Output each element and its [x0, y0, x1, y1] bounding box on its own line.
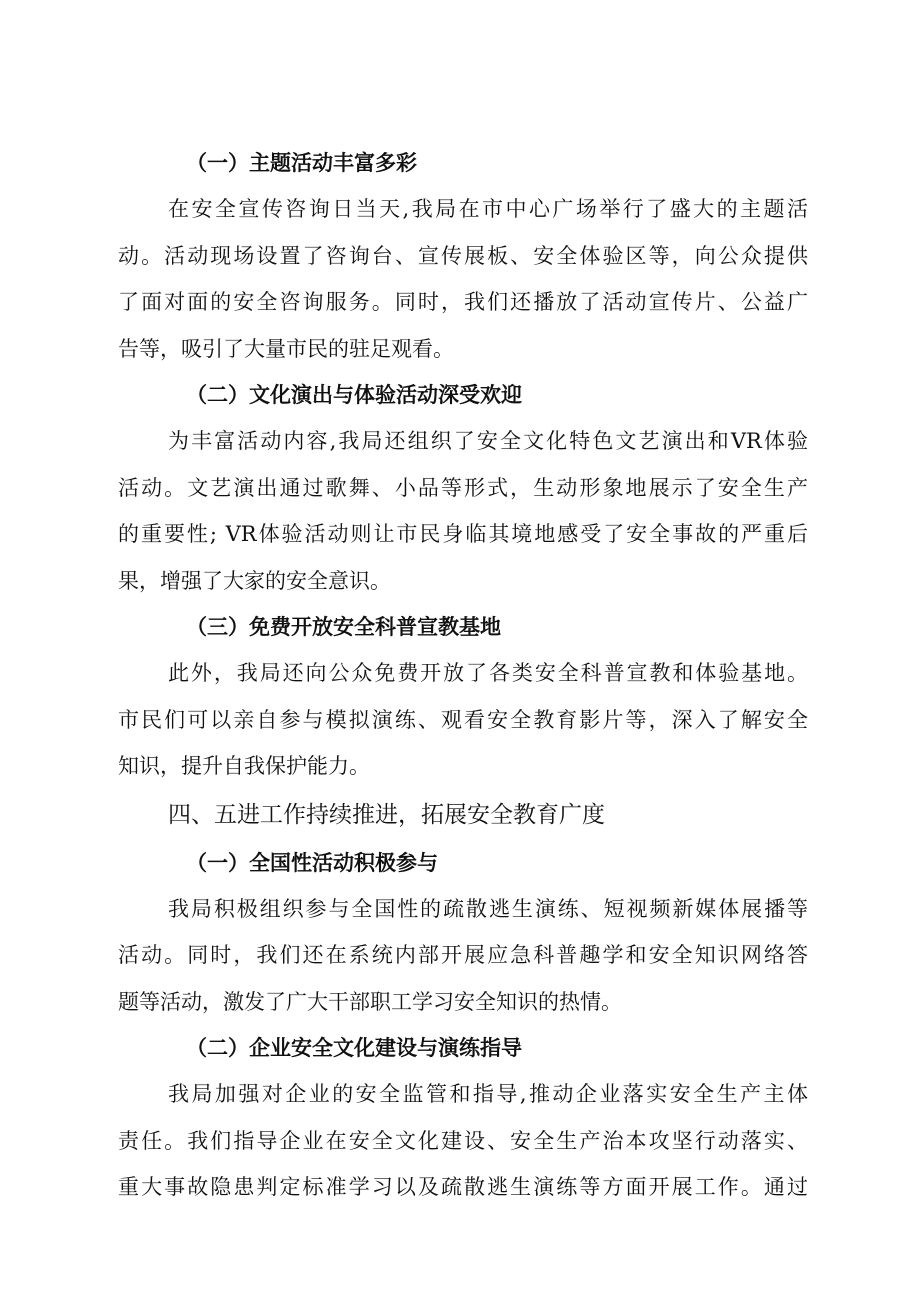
paragraph-line: 我局加强对企业的安全监管和指导,推动企业落实安全生产主体 — [168, 1082, 808, 1106]
paragraph-line: 题等活动，激发了广大干部职工学习安全知识的热情。 — [118, 989, 622, 1014]
paragraph-line: 知识，提升自我保护能力。 — [118, 754, 370, 778]
paragraph-line: 告等，吸引了大量市民的驻足观看。 — [118, 336, 454, 361]
paragraph-line: 活动。文艺演出通过歌舞、小品等形式，生动形象地展示了安全生产 — [118, 475, 808, 500]
paragraph-enterprise-culture — [118, 1071, 808, 1211]
paragraph-line: 责任。我们指导企业在安全文化建设、安全生产治本攻坚行动落实、 — [118, 1128, 808, 1153]
paragraph-line: 活动。同时，我们还在系统内部开展应急科普趣学和安全知识网络答 — [118, 943, 808, 967]
subheading-national-activities: （一）全国性活动积极参与 — [186, 850, 438, 875]
paragraph-theme-activities — [118, 186, 808, 372]
subheading-culture-performance: （二）文化演出与体验活动深受欢迎 — [186, 383, 522, 407]
paragraph-line: 动。活动现场设置了咨询台、宣传展板、安全体验区等，向公众提供 — [118, 243, 808, 268]
paragraph-line: 的重要性; VR体验活动则让市民身临其境地感受了安全事故的严重后 — [118, 522, 808, 546]
paragraph-line: 我局积极组织参与全国性的疏散逃生演练、短视频新媒体展播等 — [168, 896, 808, 921]
paragraph-line: 了面对面的安全咨询服务。同时，我们还播放了活动宣传片、公益广 — [118, 290, 808, 314]
paragraph-science-base — [118, 650, 808, 790]
subheading-science-base: （三）免费开放安全科普宣教基地 — [186, 615, 501, 639]
paragraph-line: 果，增强了大家的安全意识。 — [118, 568, 391, 593]
paragraph-line: 市民们可以亲自参与模拟演练、观看安全教育影片等，深入了解安全 — [118, 707, 808, 732]
paragraph-culture-performance — [118, 418, 808, 604]
paragraph-line: 重大事故隐患判定标准学习以及疏散逃生演练等方面开展工作。通过 — [118, 1175, 808, 1199]
paragraph-line: 为丰富活动内容,我局还组织了安全文化特色文艺演出和VR体验 — [168, 429, 808, 453]
paragraph-line: 此外，我局还向公众免费开放了各类安全科普宣教和体验基地。 — [168, 661, 808, 685]
document-body — [118, 140, 808, 1211]
section-heading-four: 四、五进工作持续推进，拓展安全教育广度 — [168, 801, 605, 828]
paragraph-line: 在安全宣传咨询日当天,我局在市中心广场举行了盛大的主题活 — [168, 197, 808, 221]
paragraph-national-activities — [118, 886, 808, 1026]
subheading-enterprise-culture: （二）企业安全文化建设与演练指导 — [186, 1036, 522, 1060]
subheading-theme-activities: （一）主题活动丰富多彩 — [186, 151, 417, 175]
